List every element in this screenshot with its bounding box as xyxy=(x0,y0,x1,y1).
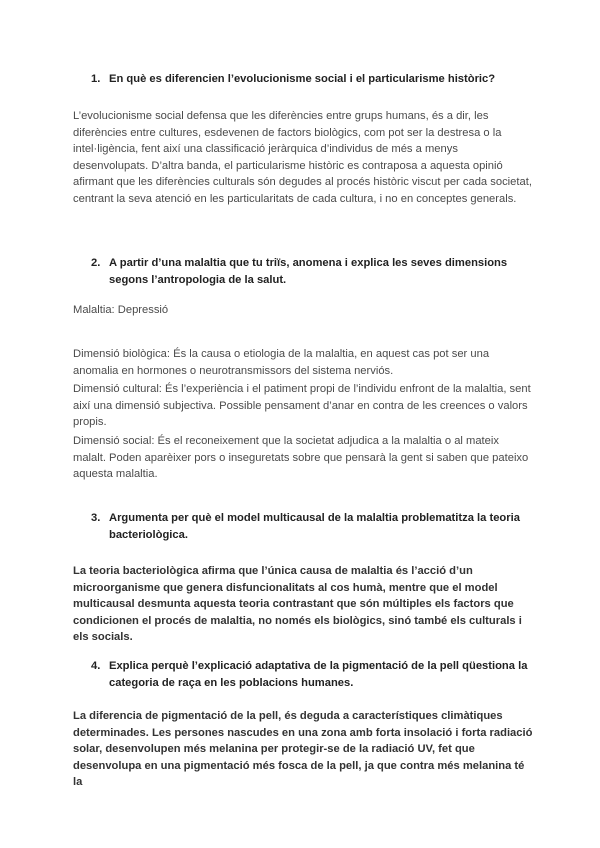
answer-2-social: Dimensió social: És el reconeixement que la societat adjudica a la malaltia o al mateix malalt. Poden aparèixer pors o inseguretats sobre que pensarà la gent si saben que pateixo aquesta malaltia. xyxy=(73,435,529,480)
question-text: Explica perquè l’explicació adaptativa de la pigmentació de la pell qüestiona la categoria de raça en les poblacions humanes. xyxy=(109,660,528,689)
question-4 xyxy=(91,658,531,692)
question-number: 1. xyxy=(91,73,101,85)
answer-2-disease: Malaltia: Depressió xyxy=(73,304,169,316)
question-3 xyxy=(91,510,531,544)
question-text: A partir d’una malaltia que tu triïs, anomena i explica les seves dimensions segons l’antropologia de la salut. xyxy=(109,257,508,286)
question-text: Argumenta per què el model multicausal de la malaltia problematitza la teoria bacteriològica. xyxy=(109,512,520,541)
answer-2-biological: Dimensió biològica: És la causa o etiologia de la malaltia, en aquest cas pot ser una anomalia en hormones o neurotransmissors del sistema nerviós. xyxy=(73,348,490,377)
answer-1: L’evolucionisme social defensa que les diferències entre grups humans, és a dir, les diferències entre cultures, esdevenen de factors biològics, com pot ser la destresa o la intel·ligència, fent així una classificació jeràrquica d’individus de més a menys desenvolupats. D’altra banda, el particularisme històric es contraposa a aquesta opinió afirmant que les diferències culturals són degudes al procés històric viscut per cada societat, centrant la seva atenció en les particularitats de cada cultura, i no en conceptes generals. xyxy=(73,110,532,205)
answer-4: La diferencia de pigmentació de la pell, és deguda a característiques climàtiques determinades. Les persones nascudes en una zona amb forta insolació i forta radiació solar, desenvolupen més melanina per protegir-se de la radiació UV, fet que desenvolupa en una pigmentació més fosca de la pell, ja que contra més melanina té la xyxy=(73,710,533,788)
question-text: En què es diferencien l’evolucionisme social i el particularisme històric? xyxy=(109,73,496,85)
answer-3: La teoria bacteriològica afirma que l’única causa de malaltia és l’acció d’un microorganisme que genera disfuncionalitats al cos humà, mentre que el model multicausal desmunta aquesta teoria contrastant que són múltiples els factors que condicionen el procés de malaltia, no només els biològics, sinó també els culturals i els socials. xyxy=(73,565,522,643)
question-number: 3. xyxy=(91,512,101,524)
question-2 xyxy=(91,255,531,289)
answer-2-cultural: Dimensió cultural: És l’experiència i el patiment propi de l’individu enfront de la malaltia, sent així una dimensió subjectiva. Possible pensament d’anar en contra de les creences o valors propis. xyxy=(73,383,531,428)
question-number: 2. xyxy=(91,257,101,269)
question-number: 4. xyxy=(91,660,101,672)
question-1 xyxy=(91,71,531,88)
